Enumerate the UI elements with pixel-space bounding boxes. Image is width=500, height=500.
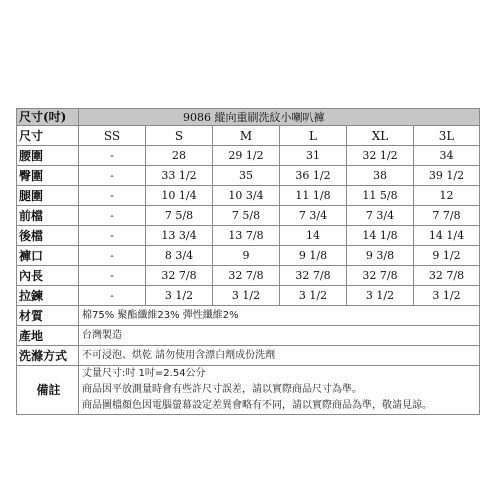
- measurement-value: 3 1/2: [347, 286, 414, 306]
- measurement-row: [17, 166, 480, 186]
- measurement-value: 9 1/2: [414, 246, 480, 266]
- measurement-row: [17, 226, 480, 246]
- measurement-value: 7 5/8: [146, 206, 213, 226]
- size-l: L: [280, 126, 347, 146]
- measurement-value: 32 7/8: [146, 266, 213, 286]
- size-header-label: 尺寸: [17, 126, 79, 146]
- measurement-value: 8 3/4: [146, 246, 213, 266]
- measurement-value: -: [79, 246, 146, 266]
- measurement-value: 9: [213, 246, 280, 266]
- note-line: 商品因平放測量時會有些許尺寸誤差，請以實際商品尺寸為準。: [82, 384, 362, 395]
- measurement-value: 7 5/8: [213, 206, 280, 226]
- measurement-label: 褲口: [17, 246, 79, 266]
- measurement-row: [17, 206, 480, 226]
- measurement-label: 腰圍: [17, 146, 79, 166]
- wash-label: 洗滌方式: [17, 346, 79, 366]
- measurement-value: 7 7/8: [414, 206, 480, 226]
- measurement-value: 13 7/8: [213, 226, 280, 246]
- measurement-rows: [17, 146, 480, 306]
- measurement-value: 11 1/8: [280, 186, 347, 206]
- measurement-row: [17, 146, 480, 166]
- measurement-value: -: [79, 286, 146, 306]
- measurement-row: [17, 186, 480, 206]
- measurement-value: 28: [146, 146, 213, 166]
- measurement-value: 32 7/8: [280, 266, 347, 286]
- measurement-value: 3 1/2: [280, 286, 347, 306]
- measurement-value: 14 1/8: [347, 226, 414, 246]
- measurement-row: [17, 266, 480, 286]
- measurement-label: 後檔: [17, 226, 79, 246]
- size-header-row: [17, 126, 480, 146]
- size-ss: SS: [79, 126, 146, 146]
- measurement-value: 34: [414, 146, 480, 166]
- title-row: [17, 109, 480, 126]
- measurement-value: -: [79, 186, 146, 206]
- measurement-value: 10 1/4: [146, 186, 213, 206]
- measurement-value: 33 1/2: [146, 166, 213, 186]
- size-xl: XL: [347, 126, 414, 146]
- origin-row: [17, 326, 480, 346]
- measurement-value: 10 3/4: [213, 186, 280, 206]
- notes-value: [79, 366, 480, 415]
- measurement-value: 29 1/2: [213, 146, 280, 166]
- measurement-value: -: [79, 206, 146, 226]
- measurement-value: 9 3/8: [347, 246, 414, 266]
- measurement-value: 7 3/4: [280, 206, 347, 226]
- measurement-value: 9 1/8: [280, 246, 347, 266]
- measurement-value: 38: [347, 166, 414, 186]
- wash-value: 不可浸泡、烘乾 請勿使用含漂白劑成份洗劑: [79, 346, 480, 366]
- measurement-value: 31: [280, 146, 347, 166]
- measurement-label: 內長: [17, 266, 79, 286]
- measurement-label: 臀圍: [17, 166, 79, 186]
- notes-label: 備註: [17, 366, 79, 415]
- measurement-value: 3 1/2: [146, 286, 213, 306]
- measurement-value: -: [79, 146, 146, 166]
- note-line: 丈量尺寸:吋 1吋=2.54公分: [82, 368, 206, 379]
- measurement-label: 腿圍: [17, 186, 79, 206]
- measurement-label: 前檔: [17, 206, 79, 226]
- size-unit-label: 尺寸(吋): [17, 109, 79, 126]
- wash-row: [17, 346, 480, 366]
- size-m: M: [213, 126, 280, 146]
- material-label: 材質: [17, 306, 79, 326]
- measurement-value: -: [79, 226, 146, 246]
- measurement-label: 拉鍊: [17, 286, 79, 306]
- origin-value: 台灣製造: [79, 326, 480, 346]
- measurement-value: 3 1/2: [213, 286, 280, 306]
- product-title: 9086 縱向重刷洗紋小喇叭褲: [79, 109, 480, 126]
- measurement-value: 11 5/8: [347, 186, 414, 206]
- size-chart: [16, 108, 479, 411]
- measurement-value: 32 7/8: [347, 266, 414, 286]
- measurement-value: 14: [280, 226, 347, 246]
- measurement-row: [17, 246, 480, 266]
- measurement-value: 12: [414, 186, 480, 206]
- measurement-value: 32 7/8: [213, 266, 280, 286]
- measurement-value: 32 1/2: [347, 146, 414, 166]
- material-value: 棉75% 聚酯纖維23% 彈性纖維2%: [79, 306, 480, 326]
- measurement-value: 36 1/2: [280, 166, 347, 186]
- size-table: [16, 108, 480, 415]
- origin-label: 產地: [17, 326, 79, 346]
- measurement-value: 7 3/4: [347, 206, 414, 226]
- note-line: 商品圖檔顏色因電腦螢幕設定差異會略有不同，請以實際商品為準，敬請見諒。: [82, 400, 432, 411]
- measurement-value: 39 1/2: [414, 166, 480, 186]
- size-3l: 3L: [414, 126, 480, 146]
- material-row: [17, 306, 480, 326]
- measurement-value: 32 7/8: [414, 266, 480, 286]
- measurement-row: [17, 286, 480, 306]
- measurement-value: 14 1/4: [414, 226, 480, 246]
- size-s: S: [146, 126, 213, 146]
- measurement-value: 3 1/2: [414, 286, 480, 306]
- measurement-value: -: [79, 166, 146, 186]
- measurement-value: -: [79, 266, 146, 286]
- measurement-value: 13 3/4: [146, 226, 213, 246]
- measurement-value: 35: [213, 166, 280, 186]
- notes-row: [17, 366, 480, 415]
